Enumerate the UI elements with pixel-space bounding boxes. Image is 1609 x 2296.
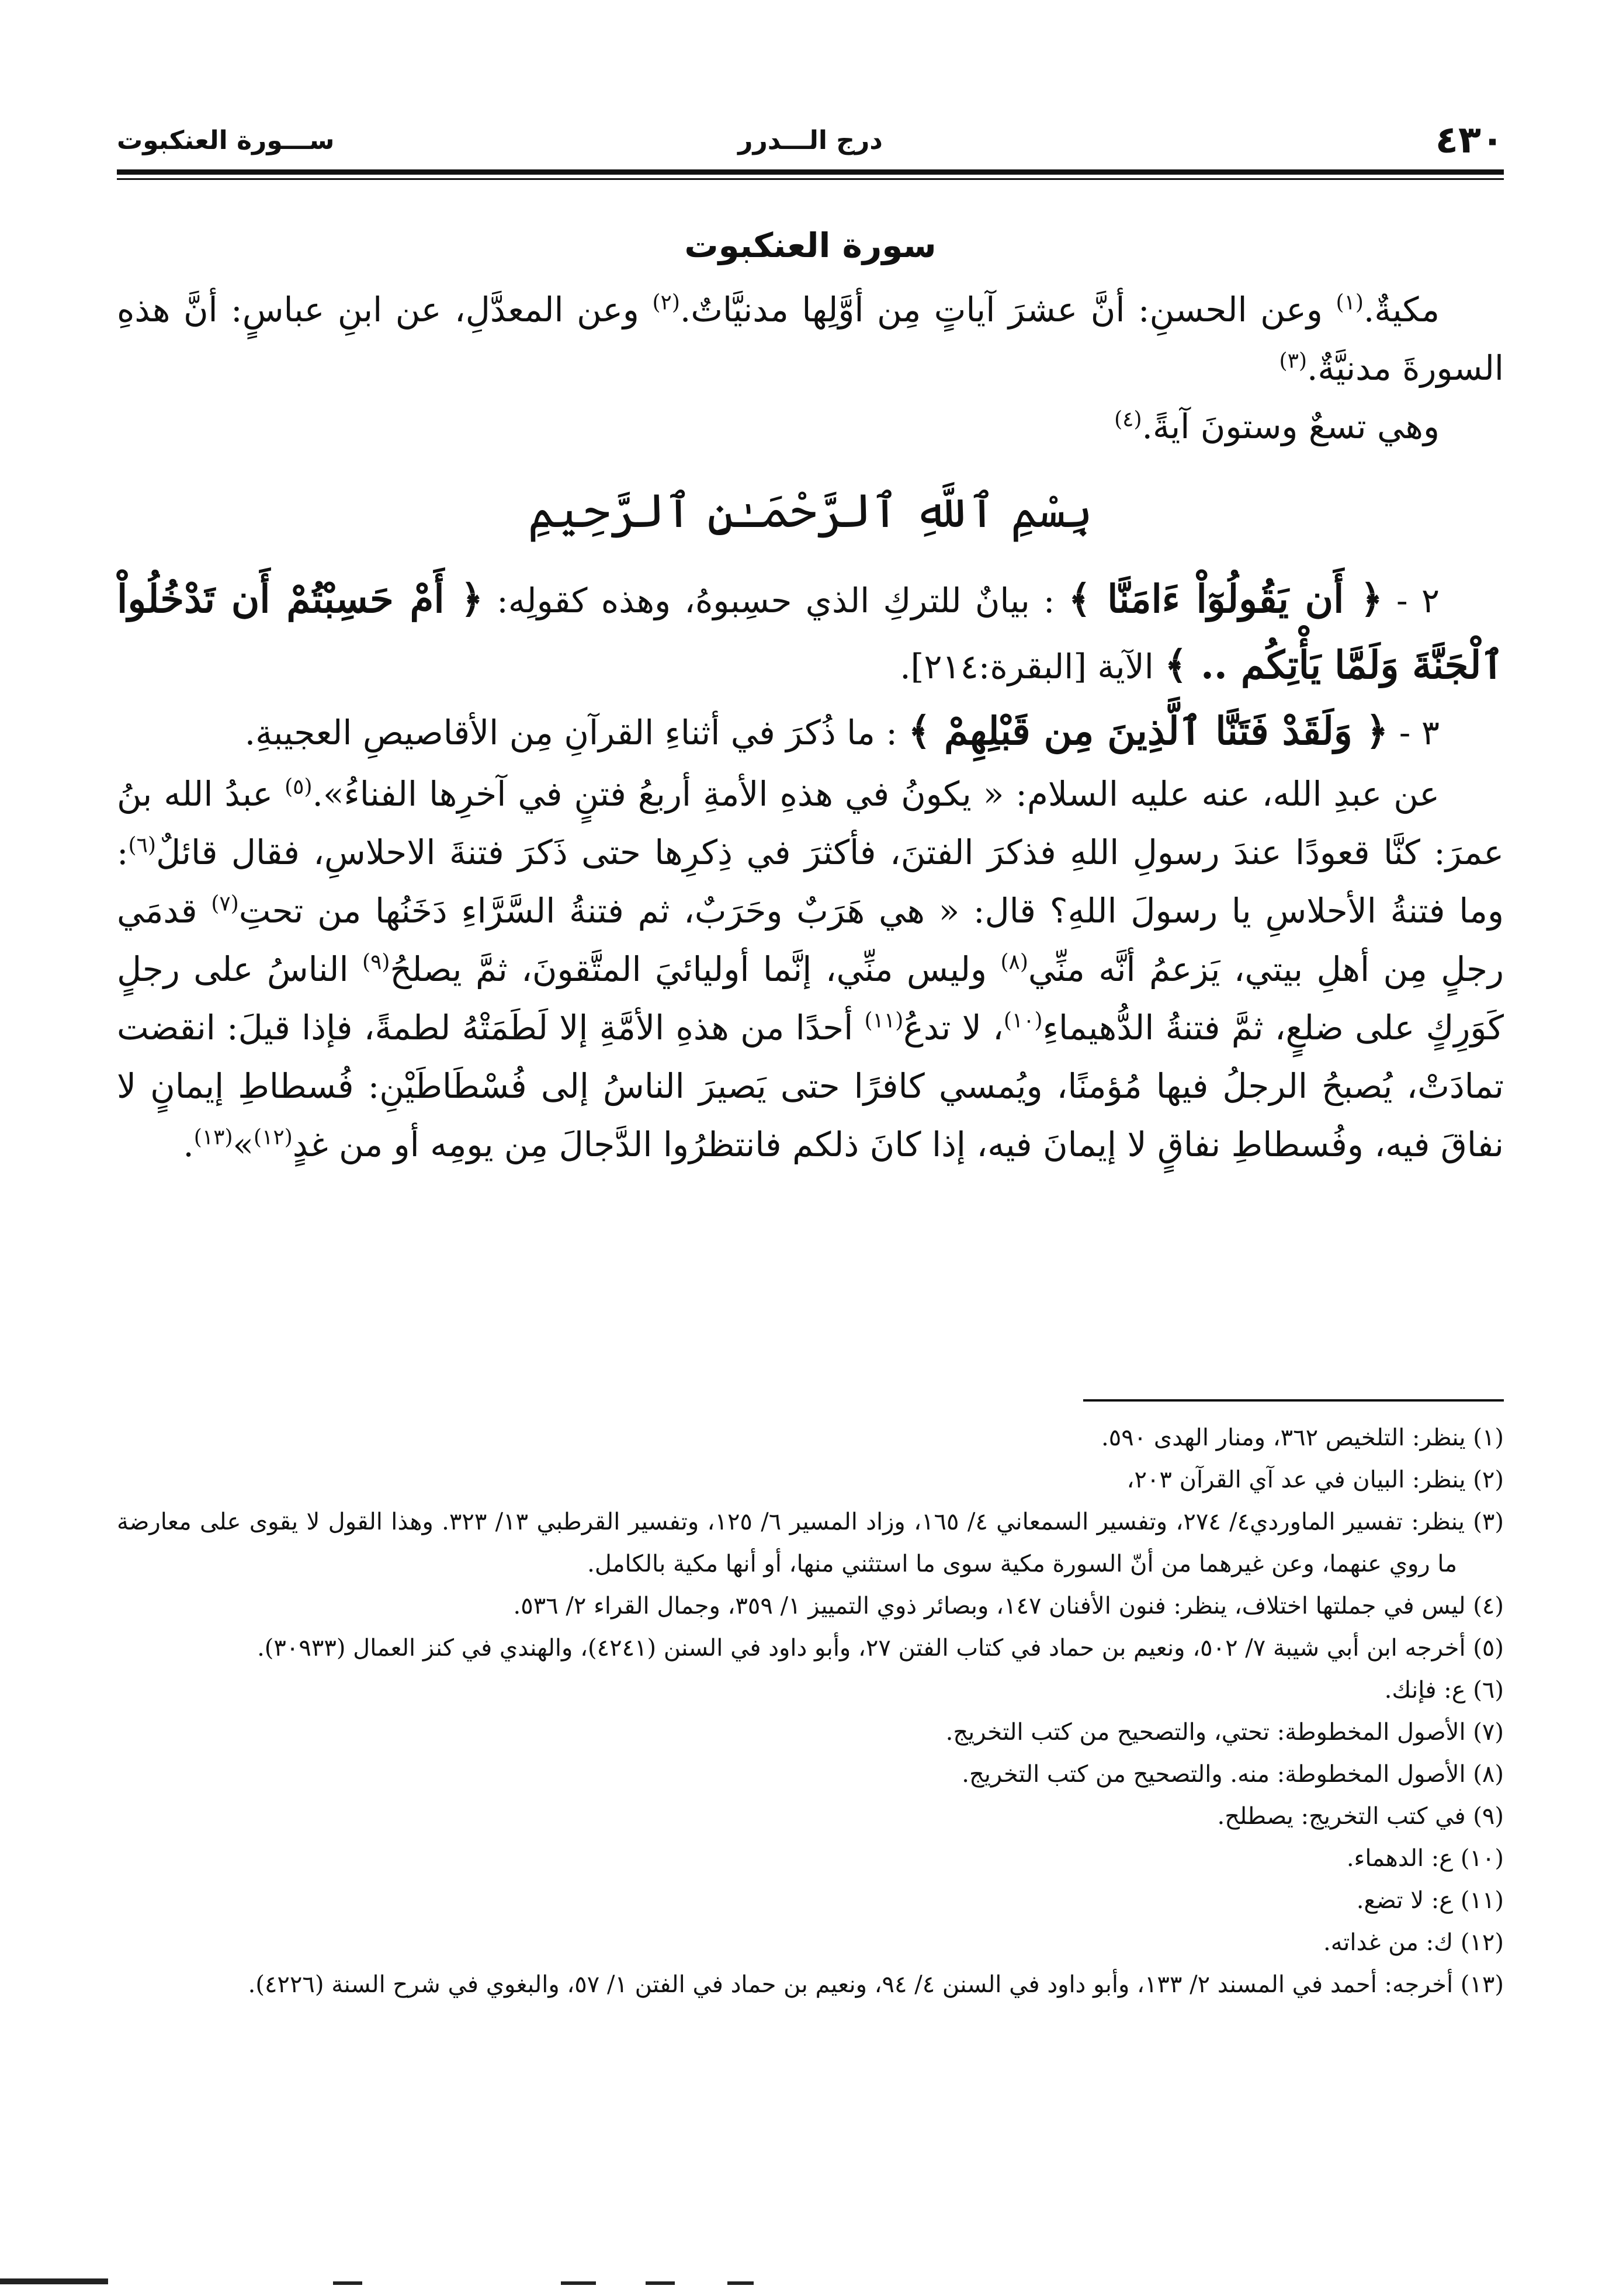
quran-quote: ﴿ أَن يَقُولُوٓاْ ءَامَنَّا ﴾ [1068,576,1383,622]
commentary-text: : بيانٌ للتركِ الذي حسِبوهُ، وهذه كقولِه: [483,581,1069,620]
hadith-text: ، لا تدعُ [903,1008,1004,1048]
basmala: بِسْمِ ٱللَّهِ ٱلرَّحْمَـٰنِ ٱلرَّحِيمِ [528,484,1093,538]
footnote-ref: (٢) [652,290,680,315]
hadith-text: . [183,1125,194,1164]
footnote-ref: (٤) [1114,407,1142,432]
footnote-ref: (٩) [362,950,390,974]
verse-commentary-3 [117,699,1504,765]
document-page [117,0,1504,2296]
bottom-edge-mark [561,2281,596,2285]
hadith-text: وليس منِّي، إنَّما أوليائيَ المتَّقونَ، ثمَّ يصلحُ [390,949,1001,989]
footnote-ref: (٦) [128,833,156,858]
main-text [117,216,1504,1174]
header-rule-thick [117,169,1504,175]
header-rule-thin [117,178,1504,180]
footnote-ref: (١١) [864,1008,904,1033]
footnote-item: (٦) ع: فإنك. [1384,1677,1504,1704]
hadith-text: عن عبدِ الله، عنه عليه السلام: « يكونُ في هذهِ الأمةِ أربعُ فتنٍ في آخرِها الفناءُ». [312,774,1440,814]
footnote-ref: (١٣) [193,1125,233,1150]
footnote-ref: (٧) [211,892,239,916]
footnote-ref: (١٠) [1003,1008,1043,1033]
footnote-item: (١٣) أخرجه: أحمد في المسند ٢/ ١٣٣، وأبو داود في السنن ٤/ ٩٤، ونعيم بن حماد في الفتن ١/ ٥٧، والبغوي في شرح السنة (٤٢٢٦). [248,1971,1504,1998]
header-surah-name: ســـورة العنكبوت [117,126,335,155]
page-number: ٤٣٠ [1435,119,1504,162]
footnote-item: (١٠) ع: الدهماء. [1346,1845,1504,1872]
footnote-item: (١٢) ك: من غداته. [1323,1929,1504,1956]
commentary-text: الآية [البقرة:٢١٤]. [900,647,1165,686]
footnotes-list [117,1417,1504,2006]
footnote-item: (٣) ينظر: تفسير الماوردي٤/ ٢٧٤، وتفسير السمعاني ٤/ ١٦٥، وزاد المسير ٦/ ١٢٥، وتفسير القرطبي ١٣/ ٣٢٣. وهذا القول لا يقوى على معارضة ما روي عنهما، وعن غيرهما من أنّ السورة مكية سوى ما استثني منها، أو أنها مكية بالكامل. [117,1508,1504,1577]
footnote-item: (٨) الأصول المخطوطة: منه. والتصحيح من كتب التخريج. [962,1761,1504,1788]
footnote-ref: (١) [1336,290,1364,315]
verse-count-text: وهي تسعٌ وستونَ آيةً. [1142,407,1440,446]
quran-quote: ﴿ وَلَقَدْ فَتَنَّا ٱلَّذِينَ مِن قَبْلِهِمْ ﴾ [908,708,1389,754]
bottom-edge-mark [0,2278,108,2284]
hadith-text: عبدُ الله بنُ عمرَ: كنَّا قعودًا عندَ رسولِ اللهِ فذكرَ الفتنَ، فأكثرَ في ذِكرِها حتى ذَكرَ فتنةَ الاحلاسِ، فقال قائلٌ [117,774,1504,872]
quran-quote: ﴿ أَمْ حَسِبْتُمْ أَن تَدْخُلُواْ ٱلْجَنَّةَ وَلَمَّا يَأْتِكُم .. ﴾ [117,576,1504,688]
footnote-ref: (٥) [285,775,313,799]
footnote-ref: (١٢) [254,1125,293,1150]
bottom-edge-mark [727,2281,754,2285]
running-header [117,114,1504,167]
footnote-item: (٥) أخرجه ابن أبي شيبة ٧/ ٥٠٢، ونعيم بن حماد في كتاب الفتن ٢٧، وأبو داود في السنن (٤٢٤١)، والهندي في كنز العمال (٣٠٩٣٣). [257,1635,1504,1662]
surah-title: سورة العنكبوت [684,226,937,265]
verse-count-paragraph [117,397,1504,456]
footnote-separator [1083,1399,1504,1402]
hadith-paragraph [117,765,1504,1174]
verse-number: ٢ - [1382,581,1440,620]
intro-text: وعن الحسنِ: أنَّ عشرَ آياتٍ مِن أوَّلِها مدنيَّاتٌ. [679,290,1336,330]
footnote-item: (٧) الأصول المخطوطة: تحتي، والتصحيح من كتب التخريج. [945,1719,1504,1746]
bottom-edge-mark [333,2281,362,2285]
intro-paragraph [117,280,1504,397]
verse-number: ٣ - [1388,713,1440,752]
footnote-ref: (٨) [1000,950,1028,974]
footnote-ref: (٣) [1279,349,1307,373]
footnote-item: (٩) في كتب التخريج: يصطلح. [1217,1803,1504,1830]
hadith-text: أحدًا من هذهِ الأمَّةِ إلا لَطَمَتْهُ لطمةً، فإذا قيلَ: انقضت تمادَتْ، يُصبحُ الرجلُ فيها مُؤمنًا، ويُمسي كافرًا حتى يَصيرَ الناسُ إلى فُسْطَاطَيْنِ: فُسطاطِ إيمانٍ لا نفاقَ فيه، وفُسطاطِ نفاقٍ لا إيمانَ فيه، إذا كانَ ذلكم فانتظرُوا الدَّجالَ مِن يومِه أو من غدٍ [117,1008,1504,1164]
footnote-item: (٢) ينظر: البيان في عد آي القرآن ٢٠٣، [1126,1466,1504,1493]
hadith-text: قدمَي رجلٍ مِن أهلِ بيتي، يَزعمُ أنَّه منِّي [117,891,1504,989]
intro-text: مكيةٌ. [1363,290,1440,330]
hadith-text: : وما فتنةُ الأحلاسِ يا رسولَ اللهِ؟ قال: « هي هَرَبٌ وحَرَبٌ، ثم فتنةُ السَّرَّاءِ دَخَنُها من تحتِ [117,833,1504,931]
intro-text: وعن المعدَّلِ، عن ابنِ عباسٍ: أنَّ هذهِ السورةَ مدنيَّةٌ. [117,290,1504,388]
verse-commentary-2 [117,567,1504,699]
book-title: درج الـــدرر [738,126,883,155]
hadith-text: الناسُ على رجلٍ كَوَرِكٍ على ضلعٍ، ثمَّ فتنةُ الدُّهيماءِ [117,949,1504,1048]
footnote-item: (١١) ع: لا تضع. [1356,1887,1504,1914]
bottom-edge-mark [646,2281,675,2285]
footnote-item: (٤) ليس في جملتها اختلاف، ينظر: فنون الأفنان ١٤٧، وبصائر ذوي التمييز ١/ ٣٥٩، وجمال القراء ٢/ ٥٣٦. [513,1593,1504,1619]
footnote-item: (١) ينظر: التلخيص ٣٦٢، ومنار الهدى ٥٩٠. [1101,1424,1504,1451]
commentary-text: : ما ذُكرَ في أثناءِ القرآنِ مِن الأقاصيصِ العجيبةِ. [244,713,908,752]
hadith-text: » [233,1125,254,1164]
